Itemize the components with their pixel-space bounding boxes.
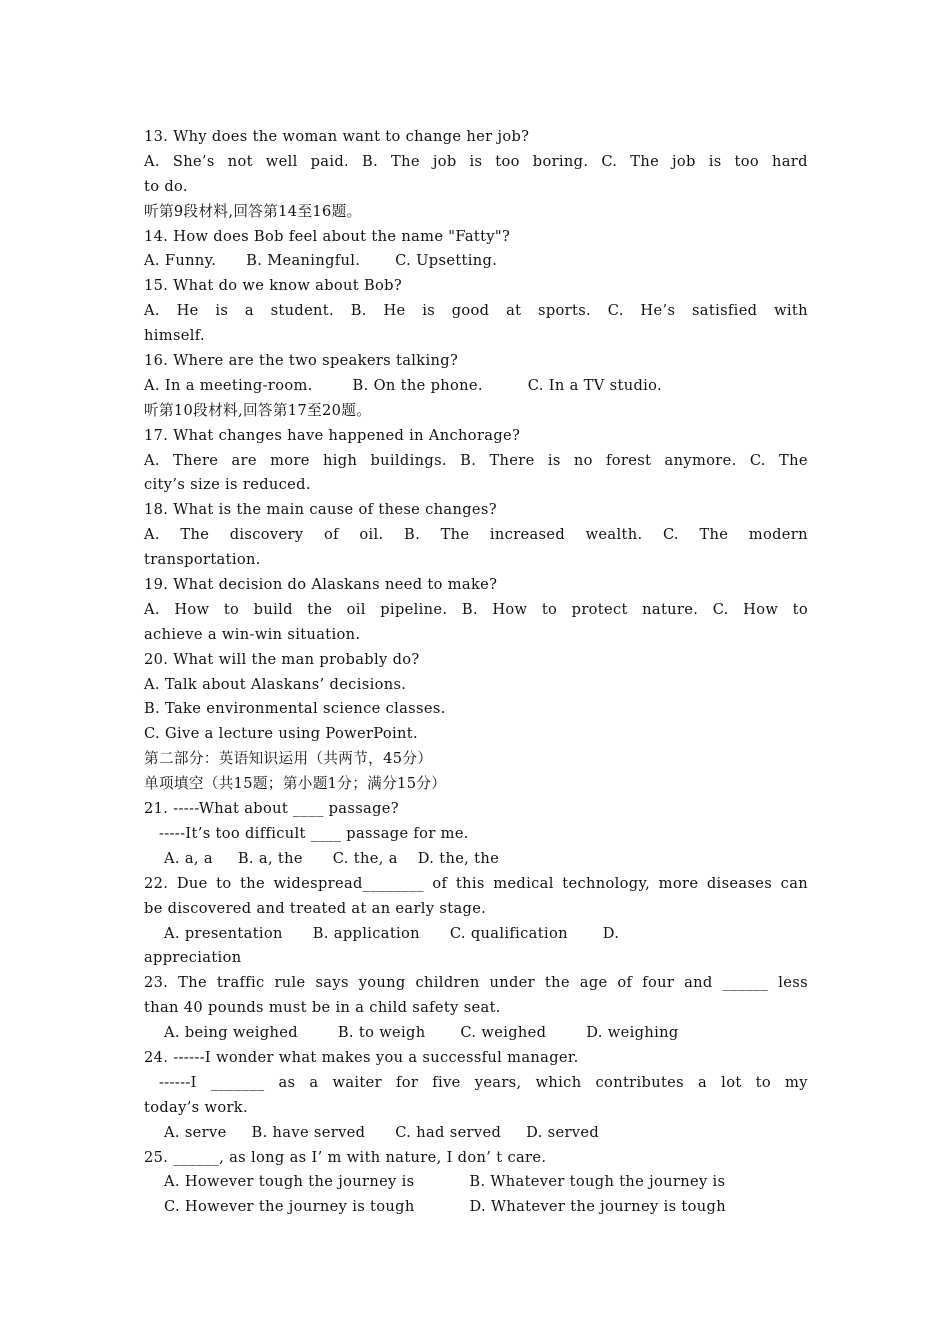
word: and [684,974,713,992]
text-line: B. Take environmental science classes. [144,700,446,718]
word: high [322,451,358,469]
word: says [315,974,349,992]
word: is [215,302,229,320]
word: C. [662,526,679,544]
word: paid. [310,152,350,170]
justified-text-line [144,971,808,996]
text-line: -----It’s too difficult ____ passage for me. [144,824,469,842]
word: which [535,1073,582,1091]
text-line: A. Talk about Alaskans’ decisions. [144,675,407,693]
text-line: transportation. [144,551,261,569]
text-line: 25. ______, as long as I’ m with nature, I don’ t care. [144,1148,547,1166]
word: There [173,451,219,469]
justified-text-line [144,299,808,324]
word: not [227,152,253,170]
text-line: 听第10段材料,回答第17至20题。 [144,401,372,419]
word: the [240,874,266,892]
text-line: achieve a win-win situation. [144,625,361,643]
word: B. [404,526,421,544]
word: five [432,1073,461,1091]
word: The [630,152,660,170]
word: traffic [216,974,265,992]
word: oil. [359,526,384,544]
text-line: appreciation [144,949,242,967]
word: waiter [332,1073,382,1091]
word: children [415,974,480,992]
word: The [178,974,207,992]
word: to [216,874,232,892]
word: the [544,974,570,992]
text-line: today’s work. [144,1098,248,1116]
word: discovery [229,526,304,544]
word: good [451,302,490,320]
word: satisfied [691,302,758,320]
word: age [579,974,608,992]
word: The [779,451,808,469]
text-line: 单项填空（共15题；第小题1分；满分15分） [144,775,447,793]
word: young [358,974,406,992]
word: B. [350,302,367,320]
justified-text-line [144,523,808,548]
text-line: 15. What do we know about Bob? [144,277,403,295]
word: widespread________ [273,874,424,892]
word: There [489,451,535,469]
word: C. [712,600,729,618]
word: forest [606,451,652,469]
word: How [174,600,210,618]
word: A. [144,526,160,544]
word: at [506,302,522,320]
word: this [455,874,485,892]
word: years, [474,1073,522,1091]
word: less [778,974,808,992]
word: _______ [210,1073,265,1091]
word: The [391,152,420,170]
text-line: A. Funny. B. Meaningful. C. Upsetting. [144,252,498,270]
word: well [265,152,298,170]
text-line: A. However tough the journey is B. Whatever tough the journey is [144,1173,726,1191]
word: A. [144,451,160,469]
word: ------I [144,1073,197,1091]
text-line: C. Give a lecture using PowerPoint. [144,725,418,743]
word: B. [362,152,379,170]
exam-page [144,125,808,1220]
word: build [253,600,293,618]
word: is [422,302,436,320]
word: B. [461,600,478,618]
word: boring. [532,152,589,170]
justified-text-line [144,1071,808,1096]
word: too [734,152,760,170]
word: can [780,874,808,892]
text-line: 第二部分：英语知识运用（共两节，45分） [144,750,433,768]
word: my [785,1073,808,1091]
word: oil [346,600,366,618]
word: for [396,1073,419,1091]
word: of [323,526,339,544]
word: student. [270,302,335,320]
word: lot [721,1073,742,1091]
word: C. [749,451,766,469]
text-line: 听第9段材料,回答第14至16题。 [144,202,362,220]
word: A. [144,152,160,170]
text-line: than 40 pounds must be in a child safety seat. [144,999,501,1017]
word: to [223,600,240,618]
word: modern [748,526,808,544]
word: with [774,302,808,320]
word: nature. [642,600,699,618]
word: She’s [172,152,215,170]
word: The [699,526,729,544]
word: is [547,451,561,469]
word: more [658,874,699,892]
word: C. [607,302,624,320]
text-line: to do. [144,177,188,195]
word: 22. [144,874,169,892]
text-line: A. a, a B. a, the C. the, a D. the, the [144,849,500,867]
word: He [176,302,199,320]
word: pipeline. [380,600,448,618]
word: no [573,451,593,469]
text-line: city’s size is reduced. [144,476,311,494]
text-line: 14. How does Bob feel about the name "Fatty"? [144,227,511,245]
word: increased [489,526,566,544]
word: The [440,526,470,544]
text-line: A. being weighed B. to weigh C. weighed D. weighing [144,1024,679,1042]
text-line: 18. What is the main cause of these changes? [144,501,497,519]
word: C. [601,152,618,170]
word: The [180,526,210,544]
word: anymore. [664,451,737,469]
word: medical [493,874,554,892]
text-line: A. presentation B. application C. qualification D. [144,924,620,942]
word: job [672,152,696,170]
word: as [278,1073,296,1091]
word: under [489,974,535,992]
word: to [541,600,558,618]
word: four [642,974,675,992]
justified-text-line [144,598,808,623]
word: of [432,874,448,892]
text-line: A. In a meeting-room. B. On the phone. C. In a TV studio. [144,376,663,394]
word: are [231,451,257,469]
text-line: C. However the journey is tough D. Whatever the journey is tough [144,1198,726,1216]
word: A. [144,600,160,618]
word: a [244,302,254,320]
word: How [492,600,528,618]
word: the [307,600,333,618]
text-line: be discovered and treated at an early stage. [144,899,487,917]
word: ______ [722,974,769,992]
word: He’s [640,302,676,320]
word: Due [176,874,208,892]
word: How [743,600,779,618]
word: too [495,152,520,170]
text-line: 16. Where are the two speakers talking? [144,352,459,370]
word: He [383,302,406,320]
word: diseases [706,874,773,892]
word: to [755,1073,771,1091]
text-line: 19. What decision do Alaskans need to make? [144,576,498,594]
word: is [469,152,483,170]
word: is [708,152,722,170]
word: buildings. [370,451,447,469]
word: job [432,152,457,170]
word: to [792,600,808,618]
justified-text-line [144,449,808,474]
word: technology, [562,874,651,892]
word: more [270,451,310,469]
word: hard [771,152,808,170]
word: a [698,1073,708,1091]
word: 23. [144,974,169,992]
justified-text-line [144,872,808,897]
word: rule [274,974,306,992]
text-line: himself. [144,327,206,345]
word: wealth. [585,526,643,544]
word: contributes [595,1073,684,1091]
word: protect [571,600,628,618]
text-line: A. serve B. have served C. had served D. served [144,1123,600,1141]
text-line: 24. ------I wonder what makes you a successful manager. [144,1048,579,1066]
word: A. [144,302,160,320]
text-line: 13. Why does the woman want to change her job? [144,128,530,145]
word: of [617,974,633,992]
justified-text-line [144,150,808,175]
text-line: 21. -----What about ____ passage? [144,800,399,818]
text-line: 17. What changes have happened in Anchorage? [144,426,521,444]
text-line: 20. What will the man probably do? [144,650,420,668]
word: sports. [538,302,592,320]
word: a [309,1073,319,1091]
word: B. [460,451,477,469]
